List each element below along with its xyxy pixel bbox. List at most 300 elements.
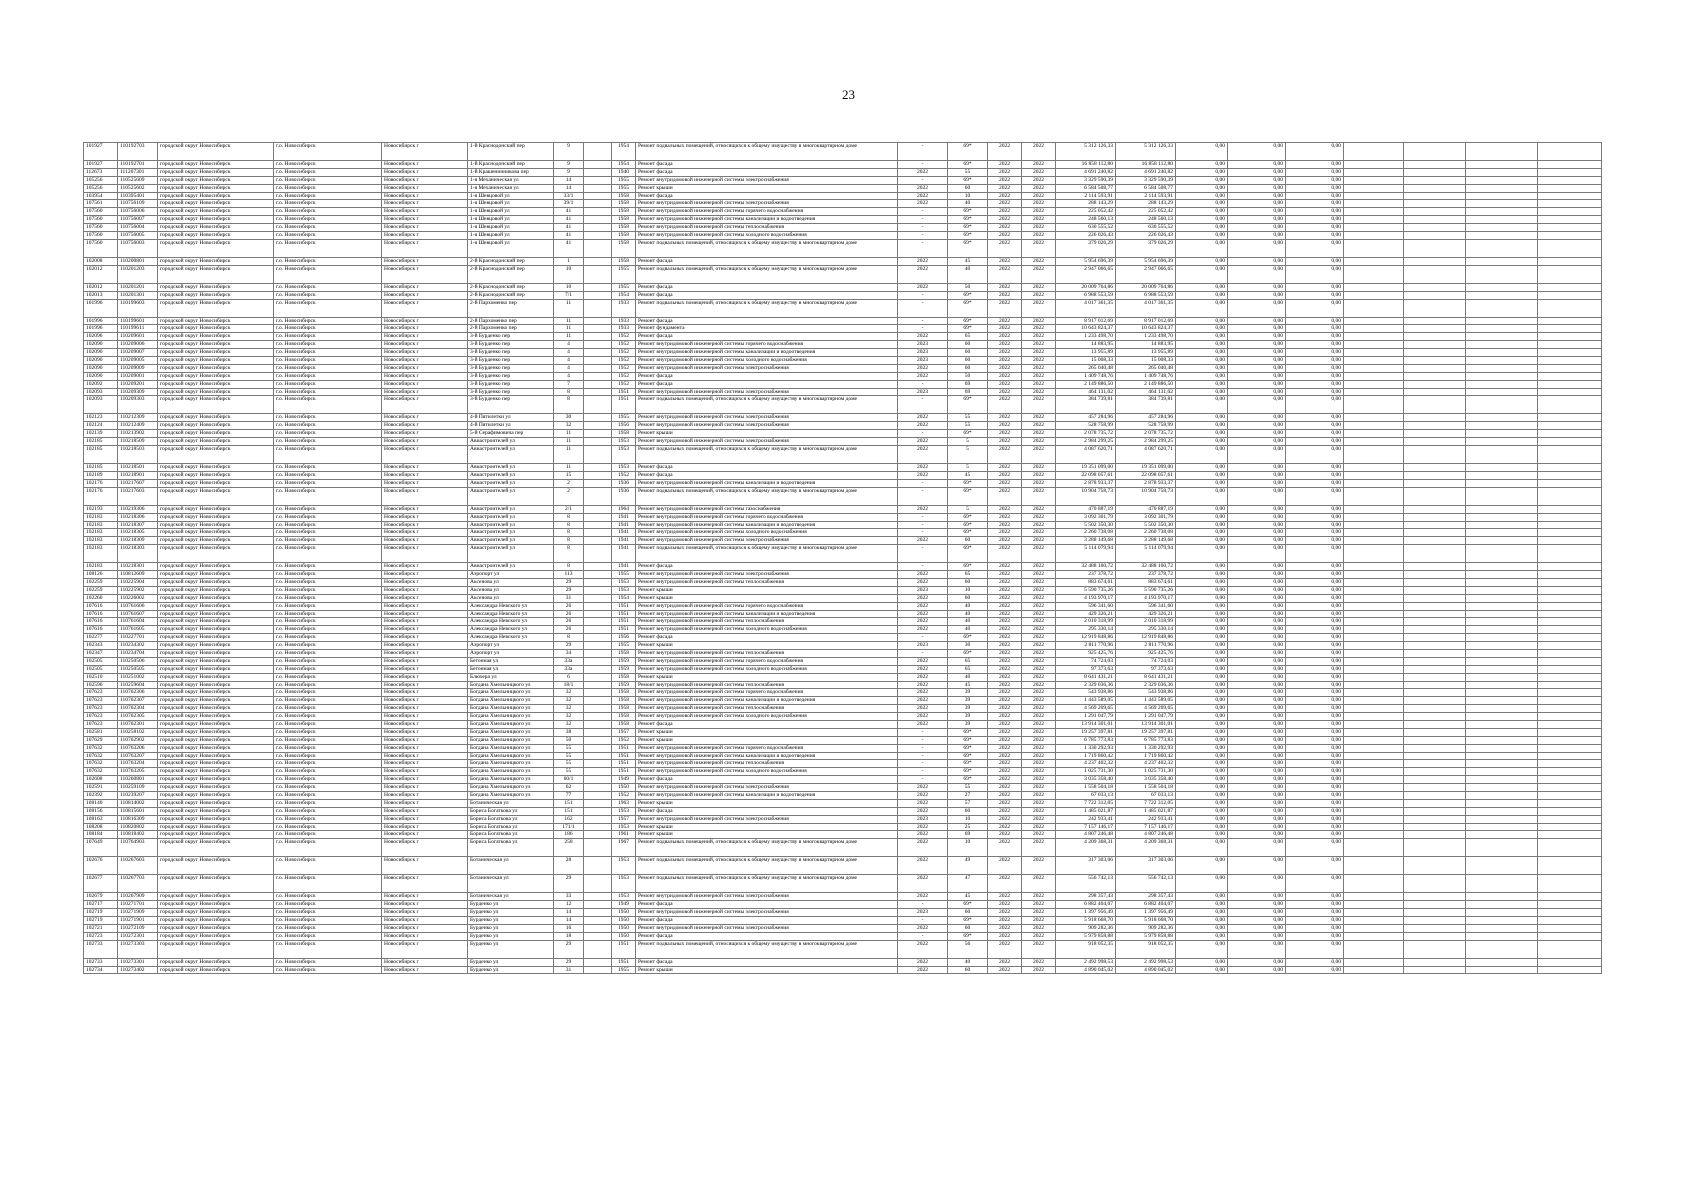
cell-local-budget: 0,00 [1228, 720, 1286, 728]
cell-empty-col-1 [1344, 232, 1404, 240]
cell-building [584, 396, 612, 414]
cell-regional-fund: 242 933,41 [1116, 815, 1176, 823]
cell-house-number: 11 [554, 299, 584, 317]
cell-local-budget: 0,00 [1228, 257, 1286, 265]
cell-street: Бурденко ул [468, 909, 554, 917]
cell-building [584, 713, 612, 721]
cell-municipality: городской округ Новосибирск [158, 438, 274, 446]
cell-local-budget: 0,00 [1228, 966, 1286, 974]
cell-year-start: 2022 [988, 784, 1022, 792]
cell-empty-col-1 [1344, 839, 1404, 857]
cell-house-number: 41 [554, 208, 584, 216]
cell-house-id: 102277 [84, 634, 118, 642]
cell-regional-fund: 1 397 956,49 [1116, 909, 1176, 917]
cell-locality: Новосибирск г [382, 689, 468, 697]
cell-municipality: городской округ Новосибирск [158, 799, 274, 807]
cell-work-type: Ремонт фасада [636, 372, 898, 380]
cell-year-start: 2022 [988, 578, 1022, 586]
cell-owners-funds: 0,00 [1286, 736, 1344, 744]
cell-house-id: 107560 [84, 239, 118, 257]
cell-total-cost: 5 114 079,94 [1056, 545, 1116, 563]
cell-empty-col-2 [1404, 909, 1466, 917]
cell-empty-col-4 [1538, 430, 1602, 438]
cell-year-plan: - [898, 224, 948, 232]
table-row [84, 513, 1602, 521]
cell-work-type: Ремонт внутридомовой инженерной системы электроснабжения [636, 909, 898, 917]
cell-empty-col-4 [1538, 471, 1602, 479]
cell-year-built: 1952 [612, 364, 636, 372]
cell-empty-col-1 [1344, 487, 1404, 505]
cell-owners-funds: 0,00 [1286, 823, 1344, 831]
cell-work-type: Ремонт фасада [636, 192, 898, 200]
cell-empty-col-1 [1344, 333, 1404, 341]
cell-house-id: 102012 [84, 283, 118, 291]
cell-building [584, 317, 612, 325]
cell-empty-col-2 [1404, 768, 1466, 776]
cell-empty-col-1 [1344, 634, 1404, 642]
cell-federal-budget: 0,00 [1176, 224, 1228, 232]
cell-regional-fund: 4 237 402,32 [1116, 760, 1176, 768]
cell-federal-budget: 0,00 [1176, 839, 1228, 857]
cell-work-id: 110762304 [118, 705, 158, 713]
cell-local-budget: 0,00 [1228, 578, 1286, 586]
cell-house-id: 102734 [84, 966, 118, 974]
cell-house-number: 29 [554, 578, 584, 586]
cell-house-number: 29 [554, 958, 584, 966]
cell-total-cost: 295 330,14 [1056, 626, 1116, 634]
cell-local-budget: 0,00 [1228, 799, 1286, 807]
cell-regional-fund: 67 033,13 [1116, 792, 1176, 800]
cell-empty-col-3 [1466, 471, 1538, 479]
cell-year-built: 1951 [612, 752, 636, 760]
cell-year-start: 2022 [988, 697, 1022, 705]
cell-regional-fund: 2 260 738,08 [1116, 529, 1176, 537]
cell-year-plan: - [898, 728, 948, 736]
cell-work-id: 110250506 [118, 657, 158, 665]
cell-empty-col-3 [1466, 673, 1538, 681]
cell-empty-col-4 [1538, 372, 1602, 380]
cell-empty-col-2 [1404, 728, 1466, 736]
cell-empty-col-1 [1344, 414, 1404, 422]
cell-building [584, 642, 612, 650]
cell-empty-col-2 [1404, 807, 1466, 815]
cell-regional-fund: 1 485 021,87 [1116, 807, 1176, 815]
cell-municipal-district: г.о. Новосибирск [274, 713, 382, 721]
cell-wear-percent: 60 [948, 807, 988, 815]
cell-work-id: 110218307 [118, 521, 158, 529]
cell-federal-budget: 0,00 [1176, 422, 1228, 430]
cell-work-id: 110395401 [118, 192, 158, 200]
cell-total-cost: 3 288 149,68 [1056, 537, 1116, 545]
cell-house-id: 102183 [84, 537, 118, 545]
cell-empty-col-2 [1404, 815, 1466, 823]
cell-house-number: 14 [554, 917, 584, 925]
cell-wear-percent: 40 [948, 618, 988, 626]
cell-work-id: 110227701 [118, 634, 158, 642]
cell-year-end: 2022 [1022, 176, 1056, 184]
cell-year-start: 2022 [988, 720, 1022, 728]
cell-owners-funds: 0,00 [1286, 917, 1344, 925]
cell-total-cost: 1 025 731,30 [1056, 768, 1116, 776]
cell-empty-col-2 [1404, 594, 1466, 602]
cell-locality: Новосибирск г [382, 760, 468, 768]
cell-year-start: 2022 [988, 744, 1022, 752]
cell-year-end: 2022 [1022, 768, 1056, 776]
cell-house-id: 102176 [84, 479, 118, 487]
cell-work-type: Ремонт подвальных помещений, относящихся к общему имуществу в многоквартирном доме [636, 857, 898, 875]
cell-building [584, 665, 612, 673]
cell-building [584, 586, 612, 594]
cell-empty-col-1 [1344, 610, 1404, 618]
cell-year-built: 1953 [612, 578, 636, 586]
cell-year-plan: 2022 [898, 807, 948, 815]
cell-empty-col-2 [1404, 940, 1466, 958]
cell-empty-col-2 [1404, 396, 1466, 414]
cell-year-end: 2022 [1022, 192, 1056, 200]
cell-municipality: городской округ Новосибирск [158, 901, 274, 909]
cell-municipality: городской округ Новосибирск [158, 168, 274, 176]
cell-municipal-district: г.о. Новосибирск [274, 901, 382, 909]
table-row [84, 893, 1602, 901]
cell-regional-fund: 457 284,96 [1116, 414, 1176, 422]
cell-total-cost: 925 425,76 [1056, 649, 1116, 657]
cell-owners-funds: 0,00 [1286, 325, 1344, 333]
cell-work-type: Ремонт внутридомовой инженерной системы холодного водоснабжения [636, 529, 898, 537]
cell-building [584, 705, 612, 713]
cell-total-cost: 4 017 361,35 [1056, 299, 1116, 317]
cell-building [584, 909, 612, 917]
cell-federal-budget: 0,00 [1176, 626, 1228, 634]
cell-regional-fund: 883 674,61 [1116, 578, 1176, 586]
cell-year-plan: 2022 [898, 505, 948, 513]
cell-work-type: Ремонт крыши [636, 831, 898, 839]
cell-year-start: 2022 [988, 208, 1022, 216]
cell-house-id: 108140 [84, 799, 118, 807]
cell-local-budget: 0,00 [1228, 784, 1286, 792]
cell-year-built: 1958 [612, 720, 636, 728]
cell-empty-col-3 [1466, 823, 1538, 831]
cell-building [584, 697, 612, 705]
cell-work-type: Ремонт внутридомовой инженерной системы электроснабжения [636, 893, 898, 901]
cell-street: 4-й Пятилетки ул [468, 414, 554, 422]
cell-year-start: 2022 [988, 815, 1022, 823]
cell-municipal-district: г.о. Новосибирск [274, 513, 382, 521]
cell-municipality: городской округ Новосибирск [158, 380, 274, 388]
cell-building [584, 831, 612, 839]
cell-federal-budget: 0,00 [1176, 807, 1228, 815]
cell-empty-col-4 [1538, 414, 1602, 422]
cell-year-start: 2022 [988, 388, 1022, 396]
table-row [84, 752, 1602, 760]
cell-owners-funds: 0,00 [1286, 697, 1344, 705]
cell-wear-percent: 57 [948, 799, 988, 807]
cell-building [584, 521, 612, 529]
cell-wear-percent: 25 [948, 823, 988, 831]
cell-total-cost: 4 237 402,32 [1056, 760, 1116, 768]
cell-street: 2-й Пархоменко пер [468, 317, 554, 325]
cell-year-end: 2022 [1022, 634, 1056, 642]
cell-work-type: Ремонт внутридомовой инженерной системы теплоснабжения [636, 681, 898, 689]
cell-house-id: 107560 [84, 232, 118, 240]
cell-year-plan: 2022 [898, 618, 948, 626]
cell-local-budget: 0,00 [1228, 563, 1286, 571]
cell-empty-col-2 [1404, 586, 1466, 594]
cell-owners-funds: 0,00 [1286, 940, 1344, 958]
cell-empty-col-2 [1404, 958, 1466, 966]
cell-work-id: 110199601 [118, 317, 158, 325]
cell-house-number: 8 [554, 388, 584, 396]
cell-federal-budget: 0,00 [1176, 932, 1228, 940]
cell-empty-col-2 [1404, 176, 1466, 184]
cell-municipal-district: г.о. Новосибирск [274, 224, 382, 232]
cell-total-cost: 22 098 057,61 [1056, 471, 1116, 479]
cell-empty-col-3 [1466, 571, 1538, 579]
cell-wear-percent: 69* [948, 545, 988, 563]
cell-year-start: 2022 [988, 299, 1022, 317]
cell-empty-col-1 [1344, 689, 1404, 697]
cell-work-id: 110212309 [118, 414, 158, 422]
cell-empty-col-4 [1538, 752, 1602, 760]
cell-year-end: 2022 [1022, 239, 1056, 257]
cell-street: Аэропорт ул [468, 571, 554, 579]
table-row [84, 341, 1602, 349]
cell-municipal-district: г.о. Новосибирск [274, 521, 382, 529]
cell-total-cost: 379 026,29 [1056, 239, 1116, 257]
cell-year-built: 1952 [612, 471, 636, 479]
cell-municipality: городской округ Новосибирск [158, 689, 274, 697]
cell-regional-fund: 2 114 593,91 [1116, 192, 1176, 200]
table-row [84, 257, 1602, 265]
cell-street: Александра Невского ул [468, 634, 554, 642]
cell-owners-funds: 0,00 [1286, 642, 1344, 650]
cell-street: Богдана Хмельницкого ул [468, 776, 554, 784]
cell-federal-budget: 0,00 [1176, 578, 1228, 586]
cell-wear-percent: 45 [948, 257, 988, 265]
cell-locality: Новосибирск г [382, 471, 468, 479]
cell-empty-col-4 [1538, 966, 1602, 974]
cell-house-id: 107616 [84, 626, 118, 634]
cell-house-number: 8 [554, 563, 584, 571]
cell-work-id: 110271701 [118, 901, 158, 909]
cell-work-type: Ремонт крыши [636, 673, 898, 681]
cell-wear-percent: 60 [948, 349, 988, 357]
cell-building [584, 184, 612, 192]
cell-wear-percent: 10 [948, 839, 988, 857]
cell-municipal-district: г.о. Новосибирск [274, 728, 382, 736]
cell-municipal-district: г.о. Новосибирск [274, 705, 382, 713]
cell-municipal-district: г.о. Новосибирск [274, 487, 382, 505]
cell-street: Бориса Богаткова ул [468, 823, 554, 831]
cell-empty-col-1 [1344, 657, 1404, 665]
cell-work-id: 110812609 [118, 571, 158, 579]
cell-empty-col-2 [1404, 232, 1466, 240]
cell-house-number: 11 [554, 430, 584, 438]
cell-year-plan: 2022 [898, 422, 948, 430]
cell-municipal-district: г.о. Новосибирск [274, 799, 382, 807]
cell-total-cost: 1 330 292,93 [1056, 744, 1116, 752]
cell-work-id: 110209009 [118, 364, 158, 372]
table-row [84, 799, 1602, 807]
cell-year-end: 2022 [1022, 713, 1056, 721]
cell-work-type: Ремонт внутридомовой инженерной системы электроснабжения [636, 924, 898, 932]
cell-wear-percent: 56 [948, 940, 988, 958]
cell-municipal-district: г.о. Новосибирск [274, 396, 382, 414]
cell-building [584, 901, 612, 909]
cell-federal-budget: 0,00 [1176, 776, 1228, 784]
cell-house-number: 11 [554, 446, 584, 464]
cell-local-budget: 0,00 [1228, 471, 1286, 479]
cell-building [584, 649, 612, 657]
cell-municipal-district: г.о. Новосибирск [274, 792, 382, 800]
cell-house-id: 102185 [84, 446, 118, 464]
cell-total-cost: 384 739,81 [1056, 396, 1116, 414]
table-row [84, 901, 1602, 909]
cell-federal-budget: 0,00 [1176, 681, 1228, 689]
cell-empty-col-2 [1404, 200, 1466, 208]
cell-local-budget: 0,00 [1228, 571, 1286, 579]
cell-year-plan: - [898, 776, 948, 784]
cell-work-id: 110272109 [118, 924, 158, 932]
cell-year-plan: 2022 [898, 681, 948, 689]
cell-building [584, 216, 612, 224]
cell-building [584, 372, 612, 380]
cell-work-type: Ремонт внутридомовой инженерной системы канализации и водоотведения [636, 349, 898, 357]
cell-work-type: Ремонт внутридомовой инженерной системы горячего водоснабжения [636, 341, 898, 349]
cell-house-number: 4 [554, 341, 584, 349]
cell-building [584, 594, 612, 602]
cell-empty-col-1 [1344, 760, 1404, 768]
cell-house-id: 107629 [84, 736, 118, 744]
table-row [84, 299, 1602, 317]
cell-empty-col-2 [1404, 299, 1466, 317]
cell-total-cost: 7 722 312,05 [1056, 799, 1116, 807]
cell-municipality: городской округ Новосибирск [158, 216, 274, 224]
cell-house-id: 102090 [84, 364, 118, 372]
cell-regional-fund: 226 026,43 [1116, 232, 1176, 240]
cell-wear-percent: 60 [948, 594, 988, 602]
cell-year-start: 2022 [988, 657, 1022, 665]
cell-regional-fund: 19 257 397,81 [1116, 728, 1176, 736]
cell-wear-percent: 60 [948, 364, 988, 372]
cell-federal-budget: 0,00 [1176, 799, 1228, 807]
cell-street: Авиастроителей ул [468, 521, 554, 529]
cell-street: Авиастроителей ул [468, 563, 554, 571]
cell-empty-col-2 [1404, 792, 1466, 800]
cell-municipality: городской округ Новосибирск [158, 299, 274, 317]
cell-owners-funds: 0,00 [1286, 857, 1344, 875]
cell-regional-fund: 379 026,29 [1116, 239, 1176, 257]
cell-wear-percent: 69* [948, 299, 988, 317]
cell-empty-col-2 [1404, 430, 1466, 438]
cell-building [584, 291, 612, 299]
cell-work-id: 110218301 [118, 563, 158, 571]
cell-owners-funds: 0,00 [1286, 768, 1344, 776]
cell-locality: Новосибирск г [382, 571, 468, 579]
cell-house-id: 102392 [84, 792, 118, 800]
cell-year-built: 1958 [612, 216, 636, 224]
cell-locality: Новосибирск г [382, 776, 468, 784]
cell-wear-percent: 65 [948, 571, 988, 579]
cell-year-built: 1961 [612, 831, 636, 839]
cell-year-start: 2022 [988, 586, 1022, 594]
cell-year-end: 2022 [1022, 341, 1056, 349]
cell-house-id: 102259 [84, 578, 118, 586]
cell-municipality: городской округ Новосибирск [158, 291, 274, 299]
cell-federal-budget: 0,00 [1176, 917, 1228, 925]
cell-owners-funds: 0,00 [1286, 208, 1344, 216]
cell-year-built: 1955 [612, 265, 636, 283]
cell-work-id: 110251002 [118, 673, 158, 681]
cell-regional-fund: 5 979 858,88 [1116, 932, 1176, 940]
cell-owners-funds: 0,00 [1286, 216, 1344, 224]
cell-street: Александра Невского ул [468, 618, 554, 626]
cell-year-start: 2022 [988, 768, 1022, 776]
cell-work-type: Ремонт внутридомовой инженерной системы канализации и водоотведения [636, 521, 898, 529]
cell-year-plan: 2022 [898, 958, 948, 966]
cell-wear-percent: 10 [948, 192, 988, 200]
cell-regional-fund: 384 739,81 [1116, 396, 1176, 414]
cell-work-id: 110201201 [118, 283, 158, 291]
cell-regional-fund: 317 303,06 [1116, 857, 1176, 875]
cell-year-end: 2022 [1022, 792, 1056, 800]
cell-house-number: 77 [554, 792, 584, 800]
cell-empty-col-1 [1344, 521, 1404, 529]
cell-wear-percent: 69* [948, 649, 988, 657]
cell-regional-fund: 2 984 299,25 [1116, 438, 1176, 446]
cell-work-type: Ремонт подвальных помещений, относящихся к общему имуществу в многоквартирном доме [636, 839, 898, 857]
cell-work-type: Ремонт внутридомовой инженерной системы канализации и водоотведения [636, 216, 898, 224]
cell-empty-col-3 [1466, 792, 1538, 800]
cell-building [584, 924, 612, 932]
cell-owners-funds: 0,00 [1286, 487, 1344, 505]
cell-empty-col-2 [1404, 657, 1466, 665]
cell-wear-percent: 60 [948, 537, 988, 545]
cell-empty-col-4 [1538, 642, 1602, 650]
cell-empty-col-1 [1344, 479, 1404, 487]
cell-total-cost: 6 882 404,07 [1056, 901, 1116, 909]
cell-municipality: городской округ Новосибирск [158, 792, 274, 800]
cell-street: 1-я Механическая ул [468, 176, 554, 184]
cell-empty-col-3 [1466, 875, 1538, 893]
cell-work-id: 110267603 [118, 857, 158, 875]
cell-empty-col-4 [1538, 594, 1602, 602]
cell-empty-col-1 [1344, 594, 1404, 602]
cell-wear-percent: 69* [948, 430, 988, 438]
cell-regional-fund: 2 492 998,53 [1116, 958, 1176, 966]
cell-municipal-district: г.о. Новосибирск [274, 388, 382, 396]
cell-federal-budget: 0,00 [1176, 642, 1228, 650]
cell-empty-col-1 [1344, 192, 1404, 200]
cell-work-id: 110762307 [118, 697, 158, 705]
cell-owners-funds: 0,00 [1286, 901, 1344, 909]
cell-local-budget: 0,00 [1228, 752, 1286, 760]
cell-year-end: 2022 [1022, 823, 1056, 831]
cell-local-budget: 0,00 [1228, 208, 1286, 216]
cell-year-start: 2022 [988, 224, 1022, 232]
cell-regional-fund: 2 947 066,65 [1116, 265, 1176, 283]
cell-street: Авиастроителей ул [468, 513, 554, 521]
cell-total-cost: 2 149 886,50 [1056, 380, 1116, 388]
cell-year-built: 1941 [612, 513, 636, 521]
cell-building [584, 333, 612, 341]
cell-municipal-district: г.о. Новосибирск [274, 689, 382, 697]
cell-owners-funds: 0,00 [1286, 364, 1344, 372]
cell-empty-col-1 [1344, 224, 1404, 232]
cell-work-id: 110756006 [118, 208, 158, 216]
cell-empty-col-3 [1466, 438, 1538, 446]
cell-house-id: 102723 [84, 932, 118, 940]
cell-house-number: 2 [554, 479, 584, 487]
